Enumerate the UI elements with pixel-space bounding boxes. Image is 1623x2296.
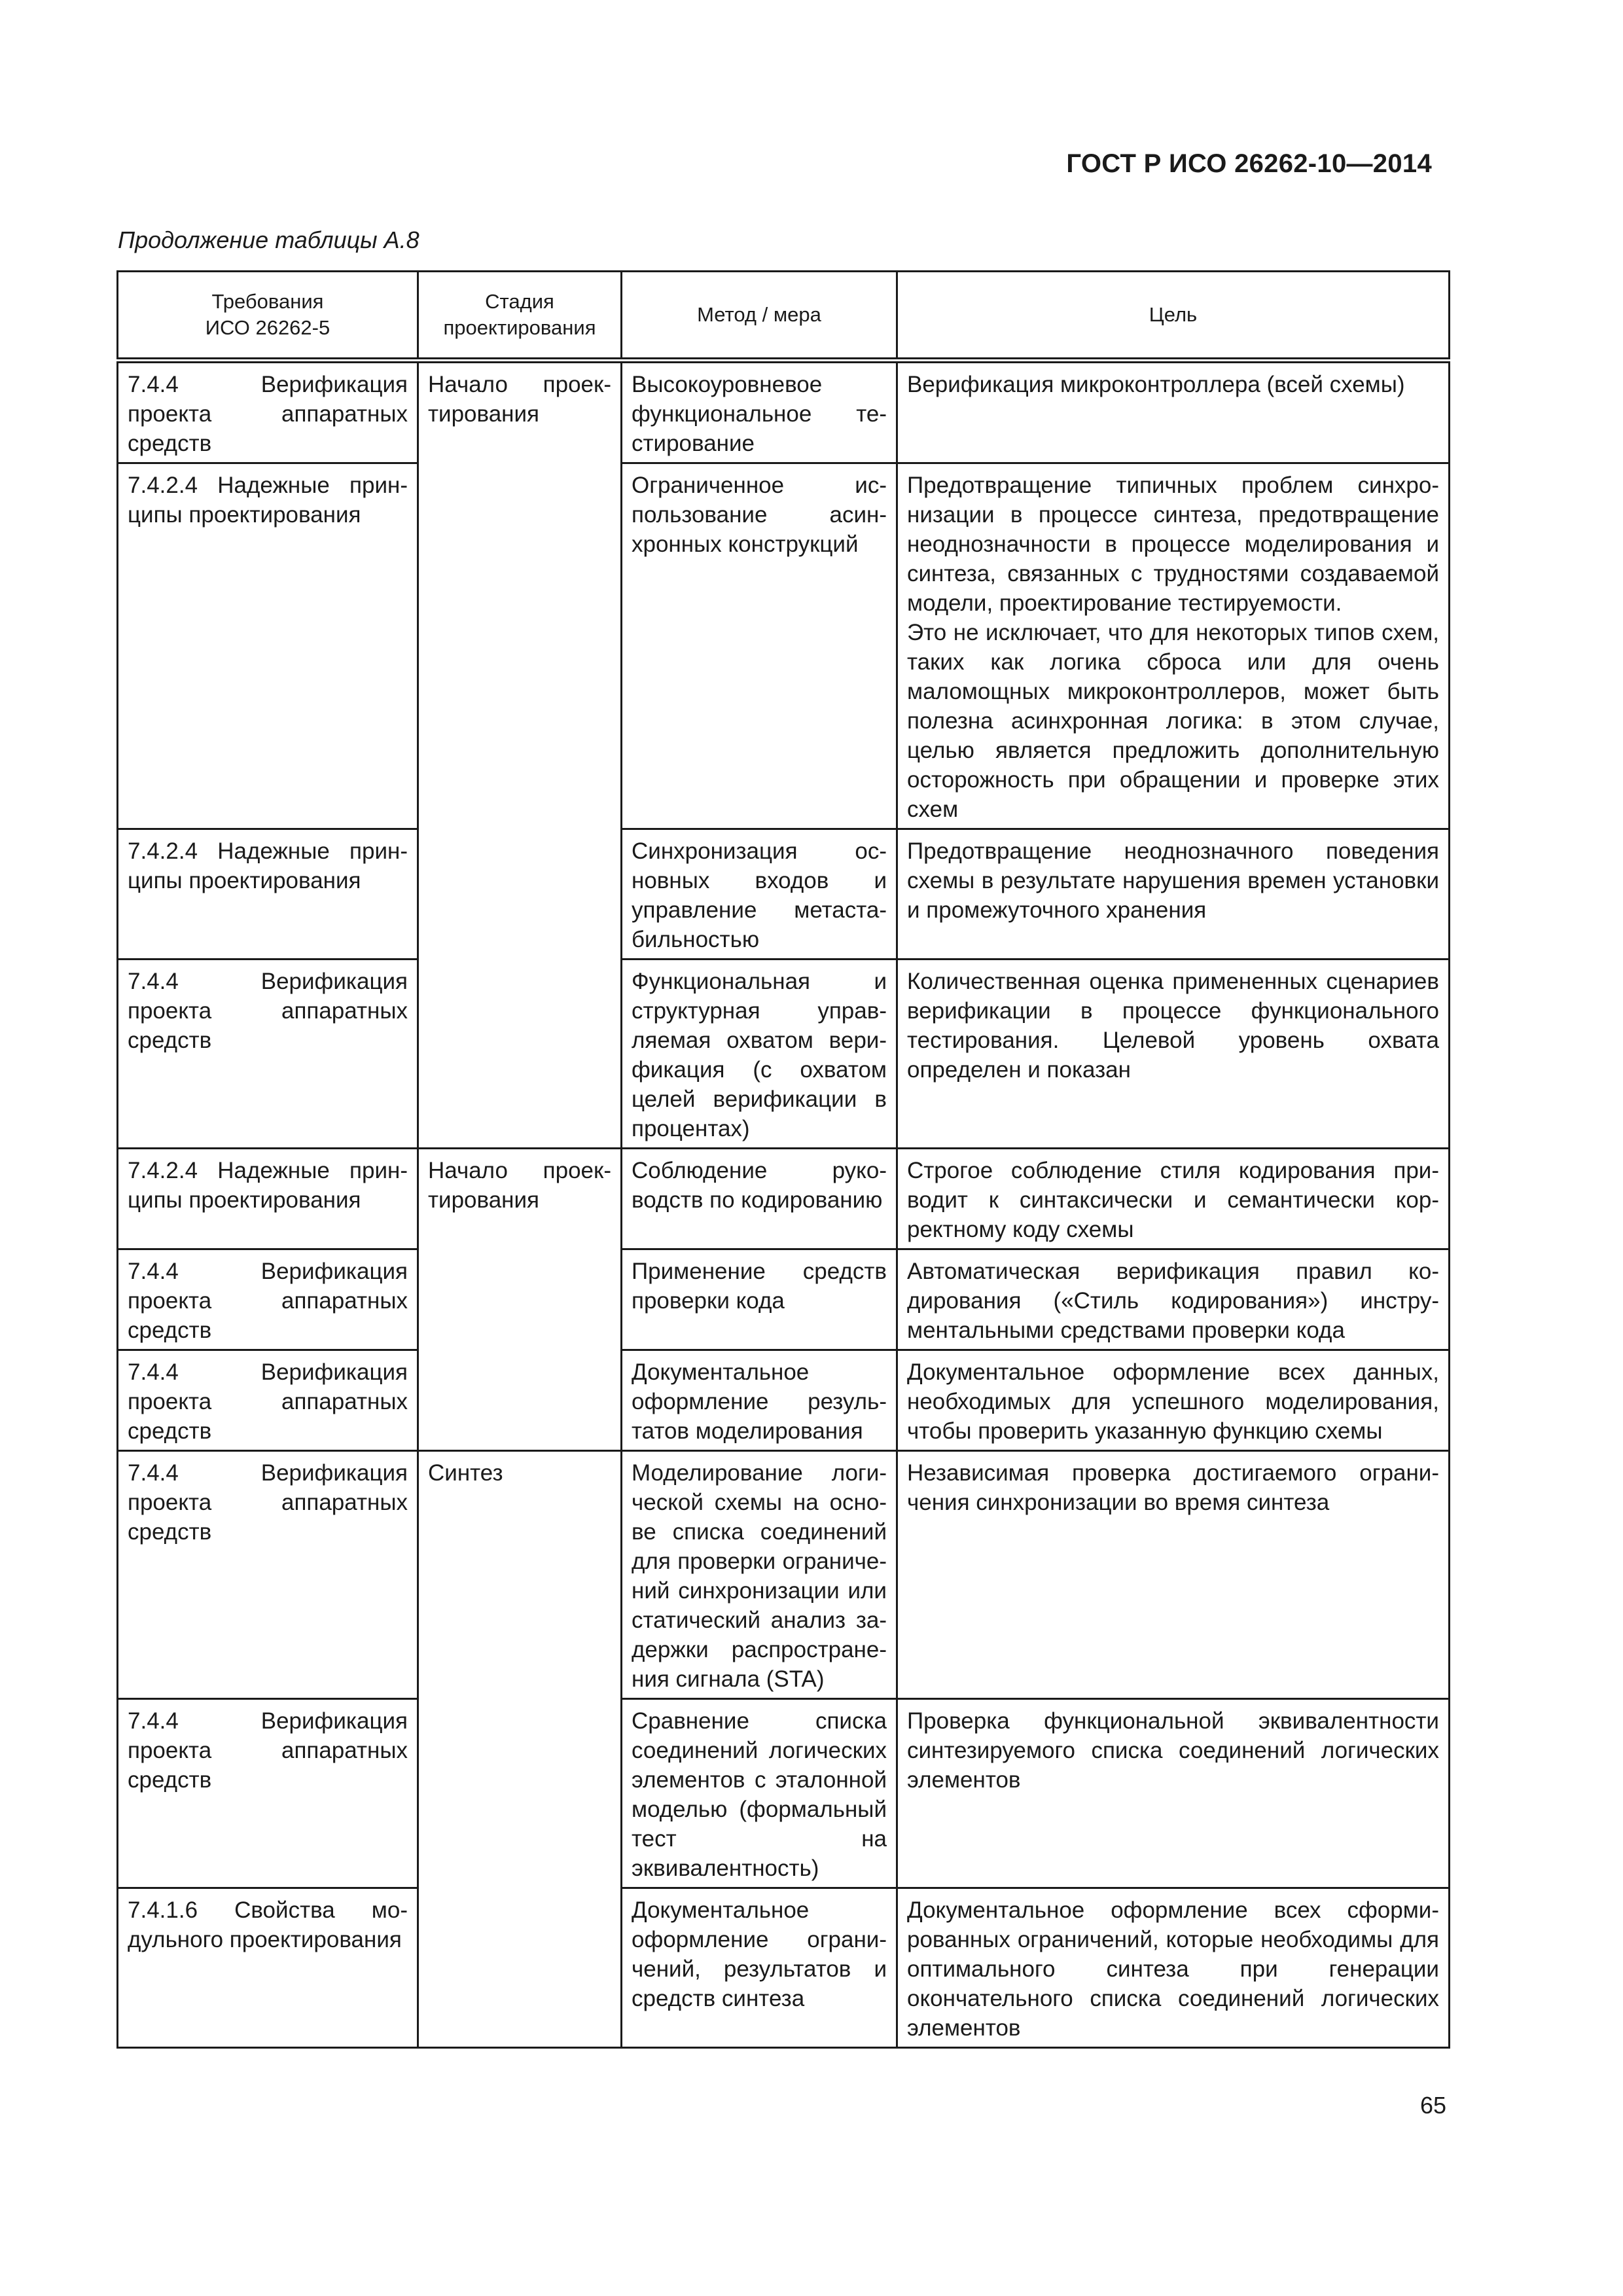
table-caption: Продолжение таблицы А.8 <box>118 226 419 253</box>
goal-paragraph: Строгое соблюдение стиля кодирования приводит к синтаксически и семантически корректному коду схемы <box>907 1158 1439 1242</box>
column-header-requirements: Требования ИСО 26262-5 <box>118 272 418 361</box>
stage-cell: Синтез <box>418 1451 622 2048</box>
goal-paragraph: Документальное оформление всех сформированных ограничений, которые необходимы для оптимального синтеза при генерации окончательного списка соединений логических элементов <box>907 1897 1439 2041</box>
table-row <box>118 361 1450 463</box>
page-number: 65 <box>1419 2092 1446 2119</box>
stage-cell: Начало проектирования <box>418 361 622 1149</box>
requirement-cell: 7.4.4 Верификация проекта аппаратных средств <box>118 1249 418 1350</box>
method-cell: Синхронизация основных входов и управление метастабильностью <box>622 829 897 960</box>
goal-cell <box>897 829 1450 960</box>
method-cell: Моделирование логической схемы на основе списка соединений для проверки ограничений синхронизации или статический анализ задержки распространения сигнала (STA) <box>622 1451 897 1699</box>
requirement-cell: 7.4.4 Верификация проекта аппаратных средств <box>118 361 418 463</box>
table-row <box>118 1350 1450 1451</box>
goal-cell <box>897 1699 1450 1888</box>
goal-cell <box>897 1350 1450 1451</box>
requirement-cell: 7.4.4 Верификация проекта аппаратных средств <box>118 1699 418 1888</box>
stage-cell: Начало проектирования <box>418 1149 622 1451</box>
goal-paragraph: Автоматическая верификация правил кодирования («Стиль кодирования») инструментальными средствами проверки кода <box>907 1259 1439 1343</box>
goal-paragraph: Верификация микроконтроллера (всей схемы) <box>907 372 1405 397</box>
method-cell: Документальное оформление ограничений, результатов и средств синтеза <box>622 1888 897 2048</box>
goal-cell <box>897 463 1450 829</box>
method-cell: Сравнение списка соединений логических элементов с эталонной моделью (формальный тест на эквивалентность) <box>622 1699 897 1888</box>
table-row <box>118 463 1450 829</box>
table-row <box>118 1149 1450 1249</box>
goal-paragraph: Независимая проверка достигаемого ограничения синхронизации во время синтеза <box>907 1460 1439 1515</box>
goal-paragraph: Документальное оформление всех данных, необходимых для успешного моделирования, чтобы проверить указанную функцию схемы <box>907 1359 1439 1444</box>
goal-cell <box>897 1249 1450 1350</box>
method-cell: Высокоуровневое функциональное тестирование <box>622 361 897 463</box>
goal-cell <box>897 361 1450 463</box>
method-cell: Соблюдение руководств по кодированию <box>622 1149 897 1249</box>
table-body <box>118 361 1450 2048</box>
table-row <box>118 1451 1450 1699</box>
goal-cell <box>897 960 1450 1149</box>
goal-cell <box>897 1888 1450 2048</box>
goal-cell <box>897 1451 1450 1699</box>
method-cell: Применение средств проверки кода <box>622 1249 897 1350</box>
document-code: ГОСТ Р ИСО 26262-10—2014 <box>1066 149 1432 178</box>
table-row <box>118 960 1450 1149</box>
goal-paragraph: Проверка функциональной эквивалентности синтезируемого списка соединений логических элементов <box>907 1708 1439 1793</box>
method-cell: Функциональная и структурная управляемая охватом верификация (с охватом целей верификации в процентах) <box>622 960 897 1149</box>
table-header-row <box>118 272 1450 361</box>
requirement-cell: 7.4.1.6 Свойства модульного проектирования <box>118 1888 418 2048</box>
column-header-goal: Цель <box>897 272 1450 361</box>
table-row <box>118 1249 1450 1350</box>
requirement-cell: 7.4.2.4 Надежные принципы проектирования <box>118 463 418 829</box>
goal-cell <box>897 1149 1450 1249</box>
table-row <box>118 1699 1450 1888</box>
requirements-table <box>116 270 1450 2049</box>
goal-paragraph: Количественная оценка примененных сценариев верификации в процессе функционального тестирования. Целевой уровень охвата определен и показан <box>907 969 1439 1083</box>
requirement-cell: 7.4.2.4 Надежные принципы проектирования <box>118 829 418 960</box>
goal-paragraph: Это не исключает, что для некоторых типов схем, таких как логика сброса или для очень маломощных микроконтроллеров, может быть полезна асинхронная логика: в этом случае, целью является предложить дополнительную осторожность при обращении и проверке этих схем <box>907 620 1439 822</box>
requirement-cell: 7.4.4 Верификация проекта аппаратных средств <box>118 1350 418 1451</box>
table-row <box>118 1888 1450 2048</box>
goal-paragraph: Предотвращение типичных проблем синхронизации в процессе синтеза, предотвращение неоднозначности в процессе моделирования и синтеза, связанных с трудностями создаваемой модели, проектирование тестируемости. <box>907 473 1439 616</box>
column-header-stage: Стадия проектирования <box>418 272 622 361</box>
method-cell: Ограниченное использование асинхронных конструкций <box>622 463 897 829</box>
requirement-cell: 7.4.4 Верификация проекта аппаратных средств <box>118 1451 418 1699</box>
method-cell: Документальное оформление результатов моделирования <box>622 1350 897 1451</box>
column-header-method: Метод / мера <box>622 272 897 361</box>
requirement-cell: 7.4.2.4 Надежные принципы проектирования <box>118 1149 418 1249</box>
requirement-cell: 7.4.4 Верификация проекта аппаратных средств <box>118 960 418 1149</box>
table-row <box>118 829 1450 960</box>
goal-paragraph: Предотвращение неоднозначного поведения схемы в результате нарушения времен установки и промежуточного хранения <box>907 838 1439 923</box>
